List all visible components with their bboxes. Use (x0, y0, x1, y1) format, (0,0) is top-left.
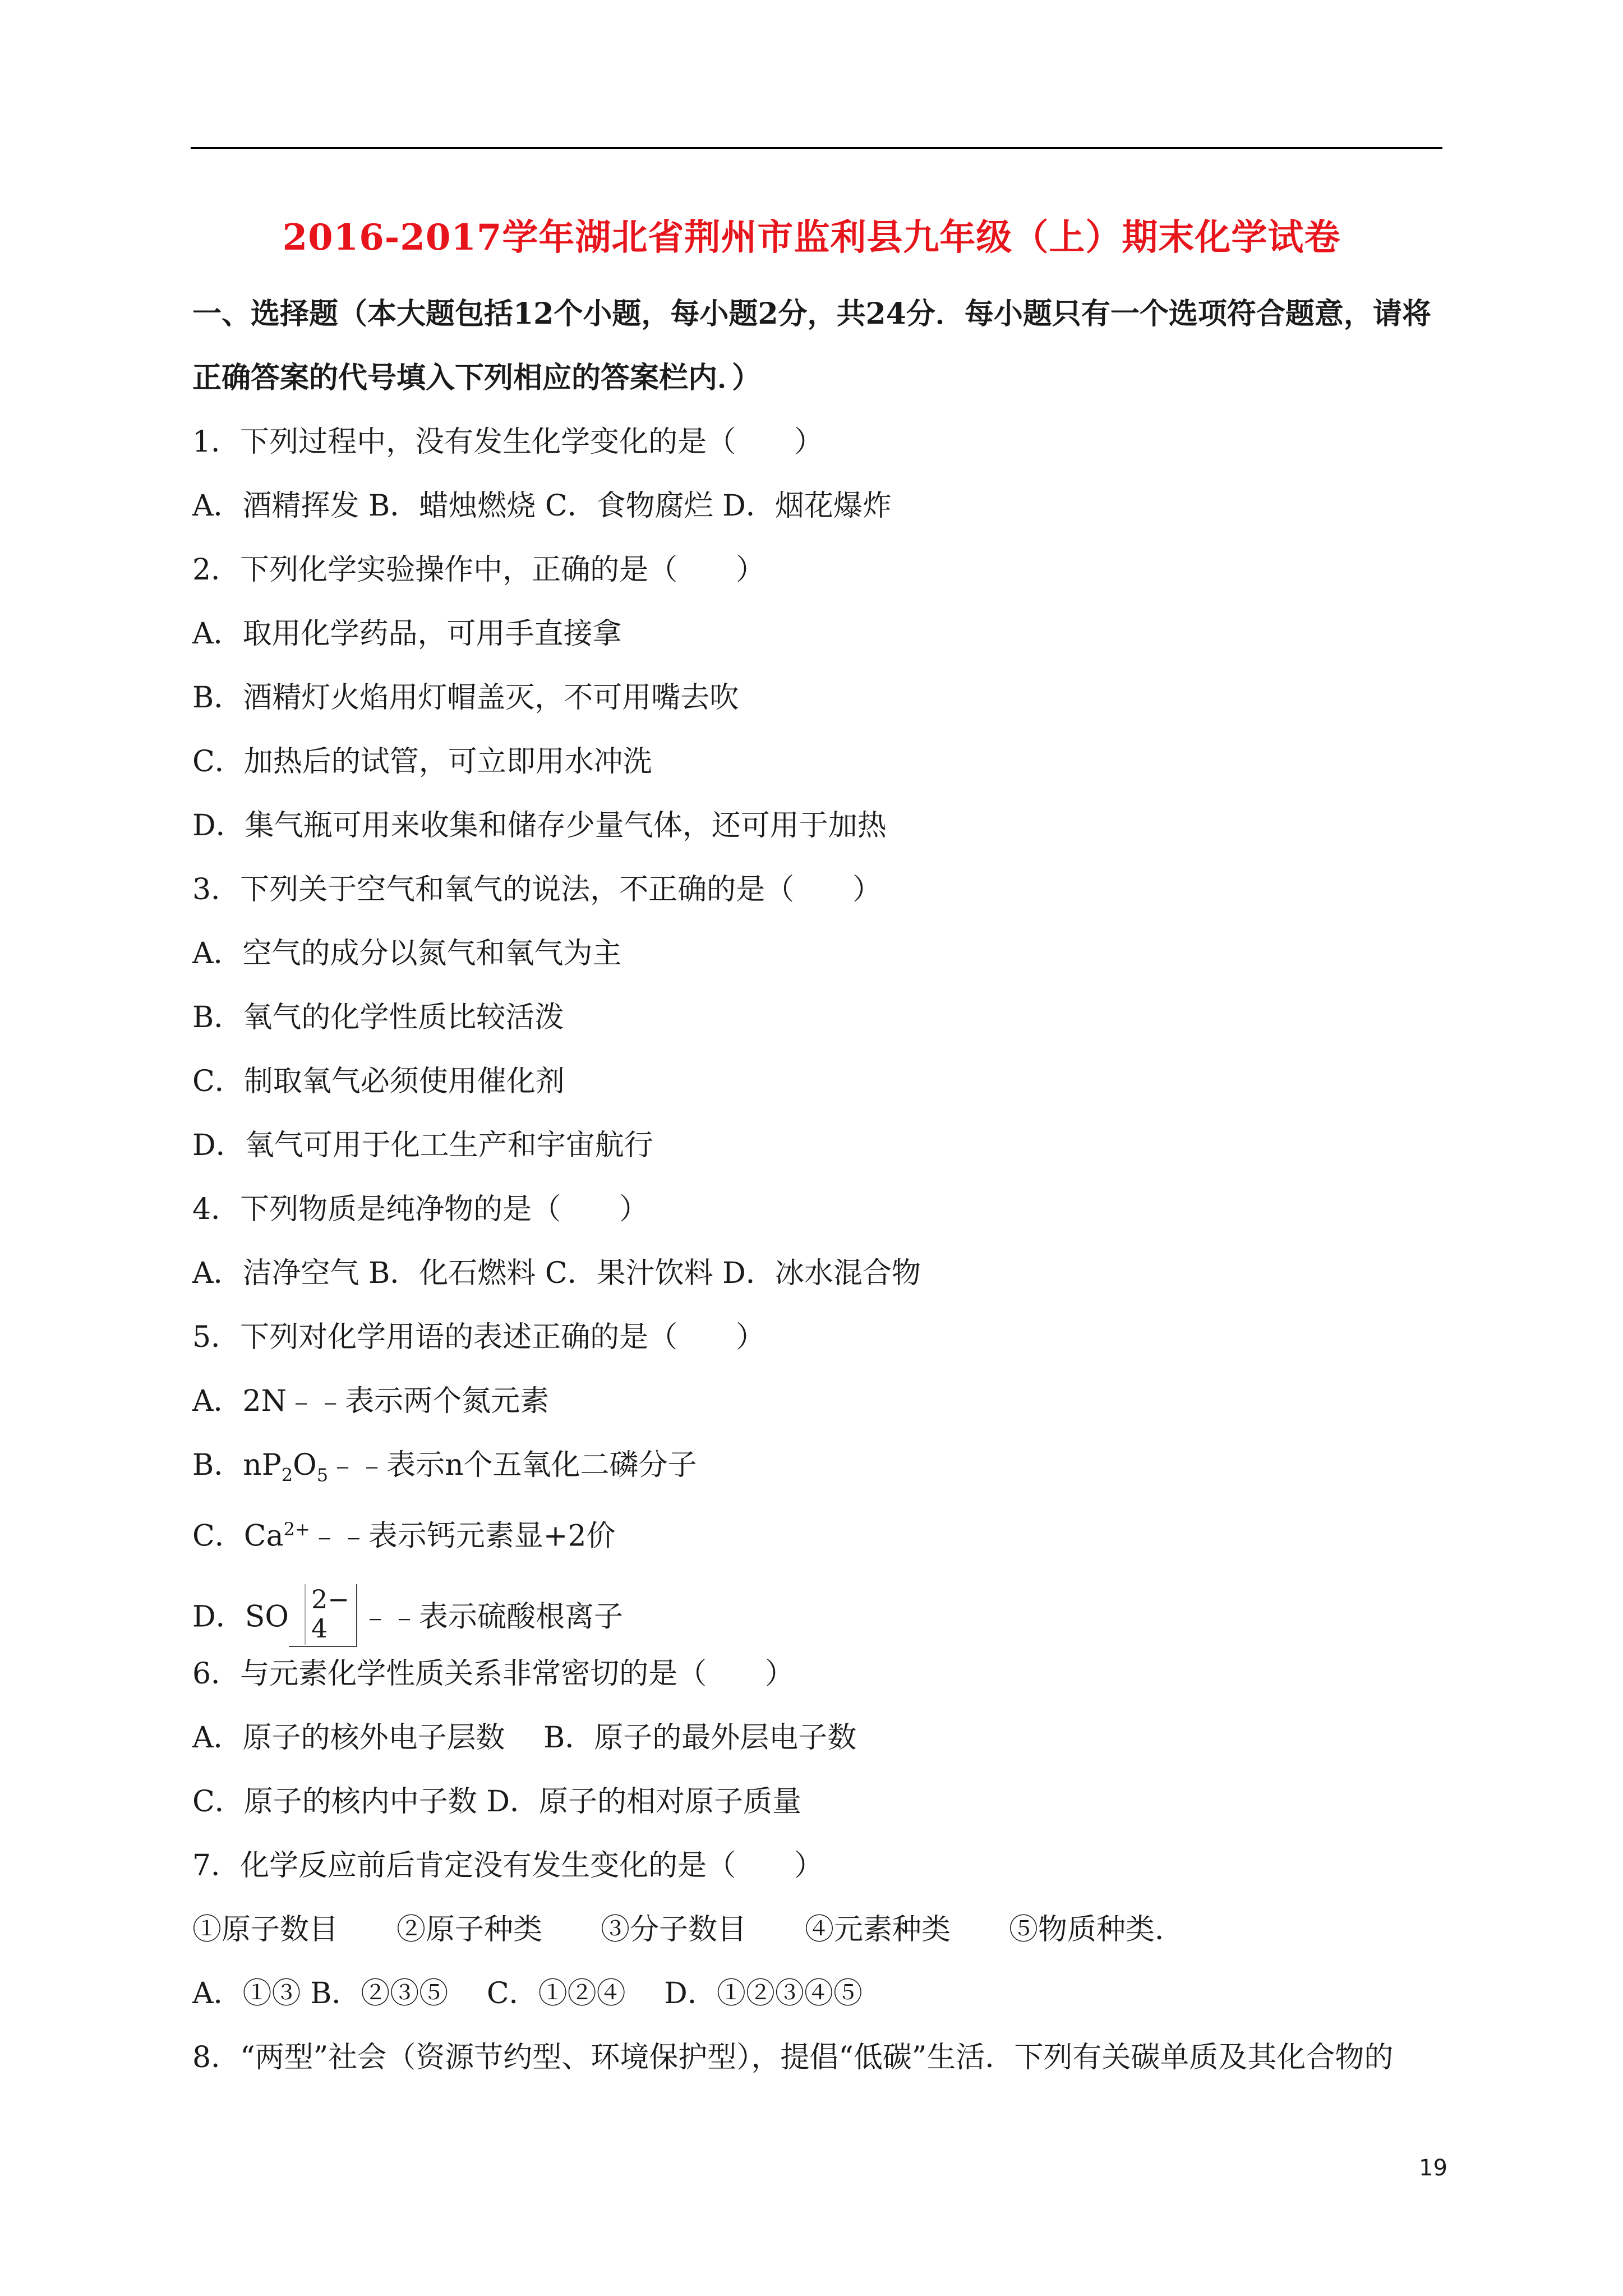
sulfate-subscript: 4 (311, 1613, 328, 1644)
q5-stem: 5．下列对化学用语的表述正确的是（ ） (192, 1320, 766, 1354)
q3-option-c: C．制取氧气必须使用催化剂 (192, 1065, 565, 1098)
q2-stem: 2．下列化学实验操作中，正确的是（ ） (192, 553, 766, 587)
q3-option-b: B．氧气的化学性质比较活泼 (192, 1001, 564, 1034)
section-heading-line2: 正确答案的代号填入下列相应的答案栏内．） (192, 361, 762, 395)
q5-b-subscript-1: 2 (281, 1464, 293, 1486)
q5-b-subscript-2: 5 (316, 1464, 329, 1486)
q5-d-prefix: D．SO (192, 1600, 289, 1634)
q2-option-b: B．酒精灯火焰用灯帽盖灭，不可用嘴去吹 (192, 681, 739, 715)
q3-option-d: D．氧气可用于化工生产和宇宙航行 (192, 1129, 653, 1162)
sulfate-charge: 2− (311, 1584, 349, 1614)
q5-b-prefix: B．nP (192, 1448, 282, 1482)
q6-options-cd: C．原子的核内中子数 D．原子的相对原子质量 (192, 1785, 802, 1819)
q5-option-b (192, 1447, 697, 1493)
q6-stem: 6．与元素化学性质关系非常密切的是（ ） (192, 1657, 795, 1691)
q2-option-a: A．取用化学药品，可用手直接拿 (192, 617, 622, 651)
q7-stem: 7．化学反应前后肯定没有发生变化的是（ ） (192, 1849, 824, 1883)
q2-option-c: C．加热后的试管，可立即用水冲洗 (192, 745, 652, 779)
q5-c-text: ﹣﹣表示钙元素显+2价 (310, 1519, 616, 1553)
q4-stem: 4．下列物质是纯净物的是（ ） (192, 1193, 649, 1226)
page-title: 2016-2017学年湖北省荆州市监利县九年级（上）期末化学试卷 (282, 217, 1341, 259)
q3-stem: 3．下列关于空气和氧气的说法，不正确的是（ ） (192, 873, 882, 907)
q6-options-ab: A．原子的核外电子层数 B．原子的最外层电子数 (192, 1721, 857, 1755)
q4-options: A．洁净空气 B．化石燃料 C．果汁饮料 D．冰水混合物 (192, 1257, 921, 1290)
q5-c-superscript: 2+ (283, 1519, 310, 1540)
q5-d-text: ﹣﹣表示硫酸根离子 (360, 1600, 623, 1634)
q5-option-a: A．2N﹣﹣表示两个氮元素 (192, 1384, 550, 1418)
section-heading-line1: 一、选择题（本大题包括12个小题，每小题2分，共24分．每小题只有一个选项符合题意，请将 (192, 297, 1431, 331)
q7-items: ①原子数目 ②原子种类 ③分子数目 ④元素种类 ⑤物质种类． (192, 1913, 1184, 1947)
q5-b-oxygen: O (293, 1448, 317, 1482)
q8-stem: 8．“两型”社会（资源节约型、环境保护型），提倡“低碳”生活．下列有关碳单质及其化合物的 (192, 2041, 1394, 2074)
page-number: 19 (1419, 2155, 1447, 2181)
q5-option-c (192, 1511, 615, 1554)
q5-c-prefix: C．Ca (192, 1519, 284, 1553)
q7-options: A．①③ B．②③⑤ C．①②④ D．①②③④⑤ (192, 1977, 863, 2010)
q5-option-d (192, 1584, 623, 1650)
q3-option-a: A．空气的成分以氮气和氧气为主 (192, 937, 622, 970)
header-rule (191, 147, 1442, 149)
q1-stem: 1．下列过程中，没有发生化学变化的是（ ） (192, 425, 824, 459)
q2-option-d: D．集气瓶可用来收集和储存少量气体，还可用于加热 (192, 809, 887, 843)
q1-options: A．酒精挥发 B．蜡烛燃烧 C．食物腐烂 D．烟花爆炸 (192, 489, 892, 523)
q5-b-text: ﹣﹣表示n个五氧化二磷分子 (328, 1448, 697, 1482)
sulfate-charge-box (289, 1584, 357, 1647)
